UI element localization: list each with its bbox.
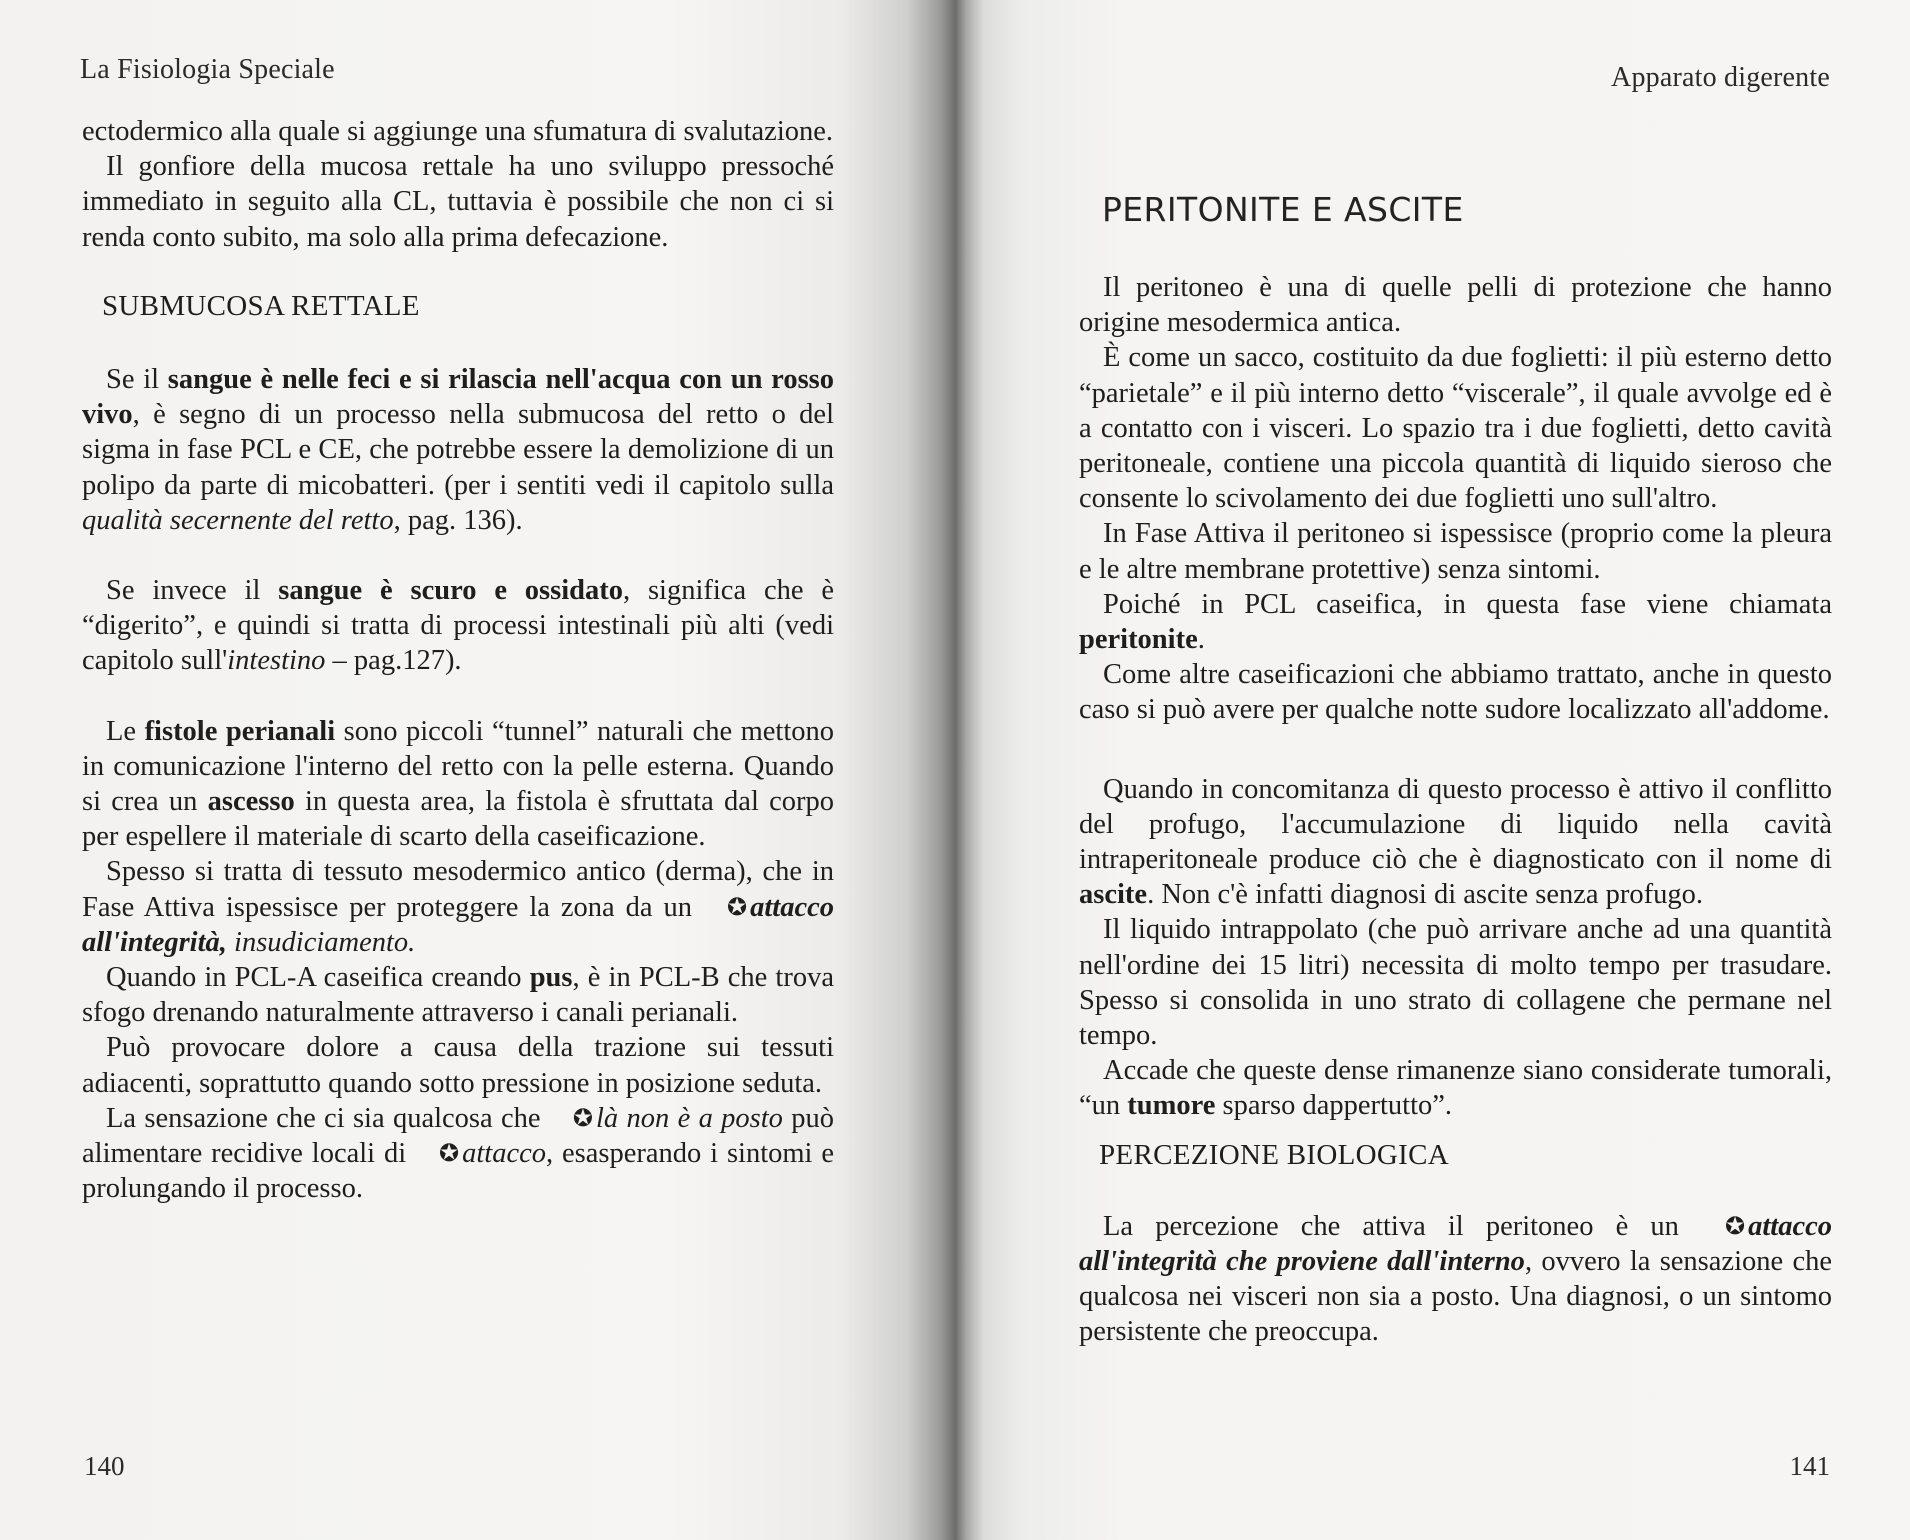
running-head: La Fisiologia Speciale	[80, 54, 335, 85]
paragraph	[82, 1030, 834, 1100]
text-run: in questa area, la fistola è sfruttata dal corpo per espellere il materiale di scarto della caseificazione.	[82, 786, 834, 853]
text-run: La sensazione che ci sia qualcosa che	[106, 1102, 549, 1134]
paragraph	[1079, 587, 1832, 657]
text-run: È come un sacco, costituito da due foglietti: il più esterno detto “parietale” e il più interno detto “viscerale”, il quale avvolge ed è a contatto con i visceri. Lo spazio tra i due foglietti, detto cavità peritoneale, contiene una piccola quantità di liquido sieroso che consente lo scivolamento dei due foglietti uno sull'altro.	[1079, 342, 1832, 515]
text-run: Il peritoneo è una di quelle pelli di protezione che hanno origine mesodermica antica.	[1079, 272, 1832, 339]
italic-text: attacco	[462, 1138, 547, 1170]
text-run: Accade che queste dense rimanenze siano considerate tumorali, “un	[1079, 1055, 1832, 1122]
text-run: , è in PCL-B che trova sfogo drenando naturalmente attraverso i canali perianali.	[82, 962, 834, 1029]
italic-text: intestino	[227, 645, 326, 677]
paragraph	[82, 854, 834, 960]
text-run: .	[1197, 624, 1205, 656]
text-run: Il liquido intrappolato (che può arrivare anche ad una quantità nell'ordine dei 15 litri) necessita di molto tempo per trasudare. Spesso si consolida in uno strato di collagene che permane nel tempo.	[1079, 914, 1832, 1052]
paragraph	[82, 362, 834, 538]
text-run: Quando in concomitanza di questo processo è attivo il conflitto del profugo, l'accumulazione di liquido nella cavità intraperitoneale produce ciò che è diagnosticato con il nome di	[1079, 773, 1832, 876]
bold-text: fistole perianali	[144, 715, 336, 747]
text-run: Le	[106, 715, 145, 747]
page-number: 140	[84, 1451, 125, 1481]
bold-text: peritonite	[1079, 624, 1198, 656]
paragraph	[82, 149, 834, 255]
paragraph	[1079, 772, 1832, 913]
text-run: . Non c'è infatti diagnosi di ascite senza profugo.	[1147, 879, 1704, 911]
text-run: ectodermico alla quale si aggiunge una sfumatura di svalutazione.	[82, 116, 834, 147]
text-run: Spesso si tratta di tessuto mesodermico antico (derma), che in Fase Attiva ispessisce per proteggere la zona da un	[82, 856, 834, 923]
text-run: , pag. 136).	[393, 504, 523, 536]
text-run: può alimentare recidive locali di	[82, 1102, 835, 1170]
chapter-title: PERITONITE E ASCITE	[1102, 190, 1464, 229]
star-circle-icon: ✪	[572, 1103, 593, 1132]
paragraph-gap	[82, 679, 834, 714]
text-run: Poiché in PCL caseifica, in questa fase viene chiamata	[1103, 588, 1832, 620]
text-run: , è segno di un processo nella submucosa del retto o del sigma in fase PCL e CE, che potrebbe essere la demolizione di un polipo da parte di micobatteri. (per i sentiti vedi il capitolo sulla	[82, 399, 834, 501]
text-run	[227, 927, 234, 958]
paragraph	[82, 960, 834, 1030]
italic-text: insudiciamento.	[234, 926, 416, 958]
text-run: , significa che è “digerito”, e quindi si tratta di processi intestinali più alti (vedi capitolo sull'	[82, 575, 834, 677]
paragraph	[82, 714, 834, 855]
text-run: – pag.127).	[325, 645, 462, 677]
text-run: Il gonfiore della mucosa rettale ha uno sviluppo pressoché immediato in seguito alla CL, tuttavia è possibile che non ci si renda conto subito, ma solo alla prima defecazione.	[82, 151, 834, 253]
text-run: Se il	[106, 364, 168, 396]
bold-text: sangue è nelle feci e si rilascia nell'acqua con un rosso vivo	[82, 364, 834, 431]
text-run: Quando in PCL-A caseifica creando	[106, 962, 530, 994]
paragraph-gap	[1079, 728, 1832, 772]
paragraph	[1079, 657, 1832, 727]
text-run: Come altre caseificazioni che abbiamo trattato, anche in questo caso si può avere per qualche notte sudore localizzato all'addome.	[1079, 659, 1832, 726]
section-heading: PERCEZIONE BIOLOGICA	[1099, 1138, 1449, 1171]
text-run: Può provocare dolore a causa della trazione sui tessuti adiacenti, soprattutto quando sotto pressione in posizione seduta.	[82, 1032, 834, 1099]
star-circle-icon: ✪	[1725, 1211, 1746, 1240]
paragraph	[82, 114, 834, 149]
paragraph	[1079, 1053, 1832, 1123]
page-number: 141	[1789, 1451, 1830, 1481]
bold-italic-text: attacco all'integrità che proviene dall'interno	[1079, 1210, 1832, 1278]
text-run: Se invece il	[106, 575, 279, 607]
text-run: , esasperando i sintomi e prolungando il processo.	[82, 1138, 834, 1205]
star-circle-icon: ✪	[727, 892, 748, 921]
bold-text: sangue è scuro e ossidato	[278, 575, 623, 607]
bold-italic-text: attacco all'integrità,	[82, 891, 834, 958]
paragraph-gap	[82, 538, 834, 573]
bold-text: pus	[529, 962, 573, 994]
italic-text: là non è a posto	[596, 1102, 783, 1134]
paragraph	[1079, 912, 1832, 1053]
text-run: La percezione che attiva il peritoneo è un	[1103, 1210, 1701, 1242]
bold-text: ascite	[1079, 879, 1148, 911]
star-circle-icon: ✪	[439, 1139, 460, 1168]
running-head: Apparato digerente	[1611, 62, 1830, 93]
italic-text: qualità secernente del retto	[82, 504, 394, 536]
text-run: sono piccoli “tunnel” naturali che mettono in comunicazione l'interno del retto con la pelle esterna. Quando si crea un	[82, 715, 834, 818]
paragraph	[1079, 340, 1832, 516]
text-run: , ovvero la sensazione che qualcosa nei visceri non sia a posto. Una diagnosi, o un sintomo persistente che preoccupa.	[1079, 1246, 1832, 1348]
paragraph	[1079, 516, 1832, 586]
right-page-text	[1079, 270, 1832, 1350]
left-page-text	[82, 114, 834, 1206]
paragraph	[1079, 270, 1832, 340]
bold-text: ascesso	[207, 786, 295, 818]
paragraph	[82, 573, 834, 679]
text-run: In Fase Attiva il peritoneo si ispessisce (proprio come la pleura e le altre membrane protettive) senza sintomi.	[1079, 518, 1832, 585]
bold-text: tumore	[1127, 1090, 1216, 1122]
paragraph	[1079, 1209, 1832, 1350]
section-heading: SUBMUCOSA RETTALE	[102, 289, 420, 322]
text-run: sparso dappertutto”.	[1215, 1090, 1453, 1122]
paragraph	[82, 1101, 834, 1207]
